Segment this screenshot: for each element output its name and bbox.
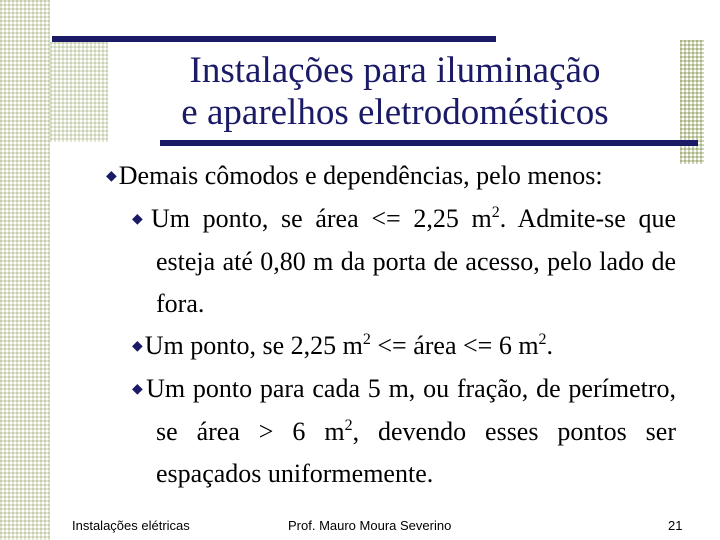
diamond-bullet-icon: ◆ bbox=[132, 212, 149, 227]
top-title-bar bbox=[52, 36, 496, 42]
sub-bullet-2: ◆Um ponto, se 2,25 $m^2$ <= área <= 6 $m^2$. bbox=[132, 331, 554, 360]
slide-title bbox=[120, 50, 670, 134]
footer-course: Instalações elétricas bbox=[72, 518, 190, 533]
diamond-bullet-icon: ◆ bbox=[132, 339, 143, 354]
left-stripe-decoration bbox=[0, 0, 50, 540]
diamond-bullet-icon: ◆ bbox=[106, 169, 117, 184]
main-bullet bbox=[106, 155, 676, 198]
title-line-2: e aparelhos eletrodomésticos bbox=[181, 92, 609, 133]
title-line-1: Instalações para iluminação bbox=[189, 50, 601, 91]
footer-author: Prof. Mauro Moura Severino bbox=[288, 518, 452, 533]
title-stripe-decoration bbox=[50, 42, 108, 142]
page-number: 21 bbox=[668, 518, 683, 533]
bottom-title-bar bbox=[160, 140, 698, 146]
diamond-bullet-icon: ◆ bbox=[132, 382, 145, 397]
sub-bullet-3: ◆Um ponto para cada 5 m, ou fração, de perímetro, se área > 6 $m^2$, devendo esses pontos ser espaçados uniformemente. bbox=[132, 374, 676, 488]
main-bullet-text: Demais cômodos e dependências, pelo menos: bbox=[118, 161, 603, 190]
sub-bullet-1: ◆Um ponto, se área <= 2,25 $m^2$. Admite-se que esteja até 0,80 m da porta de acesso, pelo lado de fora. bbox=[132, 204, 676, 318]
slide-content bbox=[106, 155, 676, 495]
